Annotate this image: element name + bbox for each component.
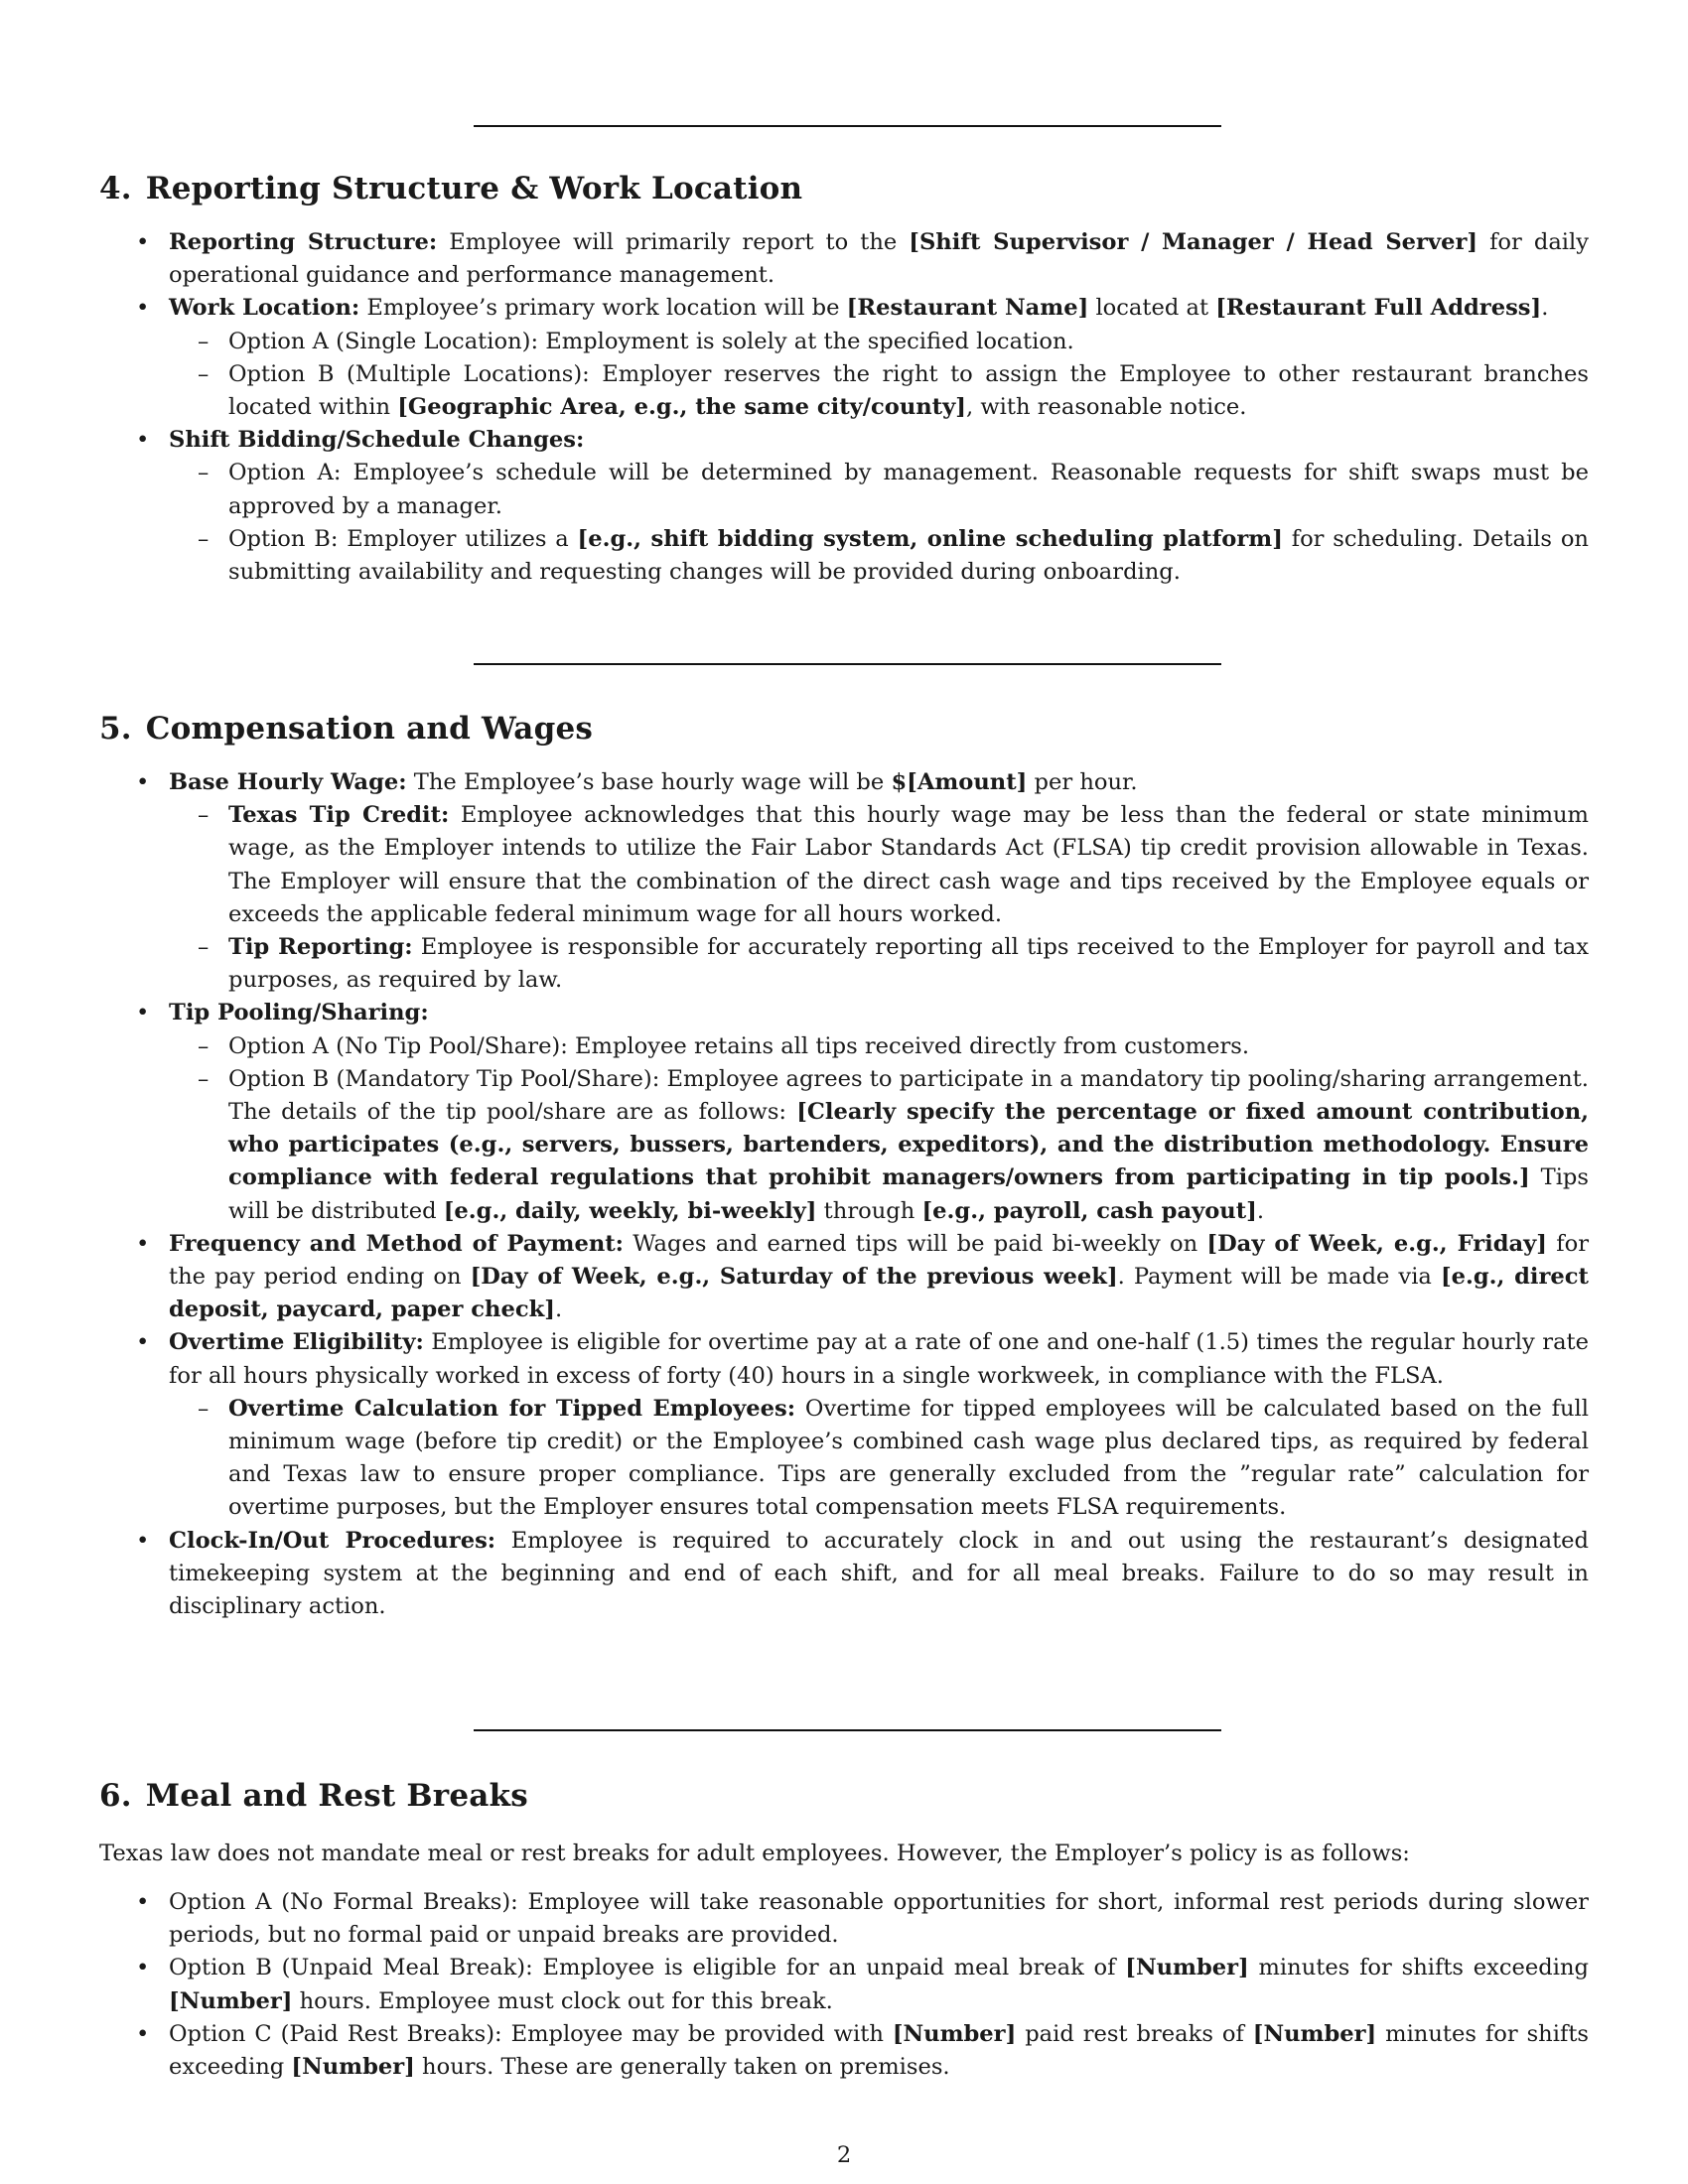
tip-reporting-text: Employee is responsible for accurately reporting all tips received to the Employer for payroll and tax purposes, as required by law.	[228, 934, 1589, 994]
break-c-number-3: [Number]	[291, 2054, 415, 2081]
work-location-text-3: .	[1541, 295, 1549, 322]
reporting-text-2: for daily operational guidance and performance management.	[169, 229, 1589, 289]
break-c-text-2: paid rest breaks of	[1016, 2020, 1253, 2047]
tip-pooling-options	[169, 1030, 1589, 1228]
list-item-reporting-structure	[99, 226, 1589, 292]
break-b-text-2: minutes for shifts exceeding	[1248, 1955, 1589, 1981]
distribution-frequency-placeholder: [e.g., daily, weekly, bi-weekly]	[443, 1197, 817, 1224]
section-5-number: 5.	[99, 711, 132, 747]
payment-method-placeholder: [e.g., direct deposit, paycard, paper check]	[169, 1264, 1589, 1323]
section-5-list	[99, 766, 1589, 1623]
overtime-calc-item	[169, 1393, 1589, 1525]
restaurant-address-placeholder: [Restaurant Full Address]	[1215, 295, 1542, 322]
section-6-heading	[99, 1778, 528, 1814]
tip-option-b-text-2: Tips will be distributed	[228, 1164, 1589, 1224]
work-location-text-2: located at	[1088, 295, 1216, 322]
reporting-text-1: Employee will primarily report to the	[437, 229, 910, 255]
break-c-text-3: minutes for shifts exceeding	[169, 2020, 1589, 2081]
break-b-number-1: [Number]	[1125, 1955, 1249, 1981]
payment-text-1: Wages and earned tips will be paid bi-weekly on	[624, 1230, 1207, 1257]
shift-bidding-option-b	[169, 523, 1589, 589]
geographic-area-placeholder: [Geographic Area, e.g., the same city/county]	[397, 394, 966, 421]
tip-reporting-label: Tip Reporting:	[228, 934, 413, 961]
clock-label: Clock-In/Out Procedures:	[169, 1527, 496, 1554]
break-option-a: • Option A (No Formal Breaks): Employee will take reasonable opportunities for short, informal rest periods during slower periods, but no formal paid or unpaid breaks are provided.	[99, 1886, 1589, 1952]
base-wage-text-2: per hour.	[1027, 769, 1138, 795]
break-b-text-3: hours. Employee must clock out for this break.	[292, 1987, 833, 2014]
tip-credit-text: Employee acknowledges that this hourly wage may be less than the federal or state minimum wage, as the Employer intends to utilize the Fair Labor Standards Act (FLSA) tip credit provision allowable in Texas. The Employer will ensure that the combination of the direct cash wage and tips received by the Employee equals or exceeds the applicable federal minimum wage for all hours worked.	[228, 802, 1589, 927]
tip-option-b-text-3: through	[816, 1197, 922, 1224]
reporting-placeholder: [Shift Supervisor / Manager / Head Server]	[909, 229, 1478, 255]
section-6-list	[99, 1886, 1589, 2084]
break-c-text-1: Option C (Paid Rest Breaks): Employee may be provided with	[169, 2020, 893, 2047]
tip-pooling-label: Tip Pooling/Sharing:	[169, 1000, 429, 1026]
list-item-work-location	[99, 292, 1589, 424]
tip-option-b-text-1: Option B (Mandatory Tip Pool/Share): Employee agrees to participate in a mandatory tip pooling/sharing arrangement. The details of the tip pool/share are as follows:	[228, 1065, 1589, 1126]
section-divider-5-6	[474, 1729, 1221, 1731]
overtime-subitems	[169, 1393, 1589, 1525]
distribution-method-placeholder: [e.g., payroll, cash payout]	[921, 1197, 1257, 1224]
section-divider-top	[474, 125, 1221, 127]
tip-option-b-text-4: .	[1256, 1197, 1265, 1224]
section-6-title: Meal and Rest Breaks	[145, 1778, 528, 1814]
overtime-text: Employee is eligible for overtime pay at a rate of one and one-half (1.5) times the regular hourly rate for all hours physically worked in excess of forty (40) hours in a single workweek, in compliance with the FLSA.	[169, 1329, 1589, 1389]
work-location-text-1: Employee’s primary work location will be	[359, 295, 847, 322]
list-item-overtime	[99, 1326, 1589, 1524]
amount-placeholder: $[Amount]	[891, 769, 1028, 795]
base-wage-subitems	[169, 799, 1589, 997]
shift-bidding-options	[169, 457, 1589, 589]
break-c-number-1: [Number]	[892, 2020, 1017, 2047]
list-item-base-wage	[99, 766, 1589, 997]
page-number: 2	[836, 2142, 852, 2168]
break-c-number-2: [Number]	[1252, 2020, 1377, 2047]
break-b-text-1: Option B (Unpaid Meal Break): Employee is eligible for an unpaid meal break of	[169, 1955, 1126, 1981]
overtime-label: Overtime Eligibility:	[169, 1329, 424, 1356]
break-option-b	[99, 1952, 1589, 2017]
option-b-text-1: Option B (Multiple Locations): Employer reserves the right to assign the Employee to other restaurant branches located within	[228, 360, 1589, 421]
section-6-number: 6.	[99, 1778, 132, 1814]
shift-option-b-text-2: for scheduling. Details on submitting availability and requesting changes will be provided during onboarding.	[228, 525, 1589, 586]
period-end-placeholder: [Day of Week, e.g., Saturday of the previous week]	[470, 1264, 1118, 1291]
list-item-tip-pooling	[99, 997, 1589, 1227]
section-6-intro: Texas law does not mandate meal or rest breaks for adult employees. However, the Employer’s policy is as follows:	[99, 1841, 1410, 1866]
base-wage-text-1: The Employee’s base hourly wage will be	[406, 769, 892, 795]
break-b-number-2: [Number]	[169, 1987, 293, 2014]
payment-text-2: for the pay period ending on	[169, 1230, 1589, 1291]
tip-credit-item	[169, 799, 1589, 931]
tip-pool-details-placeholder: [Clearly specify the percentage or fixed amount contribution, who participates (e.g., servers, bussers, bartenders, expeditors), and the distribution methodology. Ensure compliance with federal regulations that prohibit managers/owners from participating in tip pools.]	[228, 1099, 1589, 1191]
payment-text-3: . Payment will be made via	[1117, 1264, 1441, 1291]
shift-option-b-text-1: Option B: Employer utilizes a	[228, 525, 578, 552]
section-5-title: Compensation and Wages	[145, 711, 594, 747]
tip-reporting-item	[169, 931, 1589, 997]
reporting-structure-label: Reporting Structure:	[169, 229, 438, 255]
section-4-number: 4.	[99, 171, 132, 206]
scheduling-system-placeholder: [e.g., shift bidding system, online scheduling platform]	[577, 525, 1283, 552]
work-location-options	[169, 326, 1589, 425]
base-wage-label: Base Hourly Wage:	[169, 769, 407, 795]
break-option-c	[99, 2018, 1589, 2084]
work-location-option-b	[169, 358, 1589, 424]
section-4-list	[99, 226, 1589, 589]
tip-pooling-option-a: – Option A (No Tip Pool/Share): Employee retains all tips received directly from customers.	[169, 1030, 1589, 1063]
shift-bidding-label: Shift Bidding/Schedule Changes:	[169, 427, 585, 454]
payment-label: Frequency and Method of Payment:	[169, 1230, 625, 1257]
section-5-heading	[99, 711, 593, 747]
shift-bidding-option-a: – Option A: Employee’s schedule will be determined by management. Reasonable requests for shift swaps must be approved by a manager.	[169, 457, 1589, 522]
section-4-heading	[99, 171, 802, 206]
overtime-calc-text: Overtime for tipped employees will be calculated based on the full minimum wage (before tip credit) or the Employee’s combined cash wage plus declared tips, as required by federal and Texas law to ensure proper compliance. Tips are generally excluded from the ”regular rate” calculation for overtime purposes, but the Employer ensures total compensation meets FLSA requirements.	[228, 1395, 1589, 1521]
clock-text: Employee is required to accurately clock in and out using the restaurant’s designated timekeeping system at the beginning and end of each shift, and for all meal breaks. Failure to do so may result in disciplinary action.	[169, 1527, 1589, 1620]
break-c-text-4: hours. These are generally taken on premises.	[414, 2054, 950, 2081]
option-b-text-2: , with reasonable notice.	[965, 394, 1247, 421]
list-item-payment	[99, 1228, 1589, 1327]
pay-day-placeholder: [Day of Week, e.g., Friday]	[1206, 1230, 1547, 1257]
list-item-clock	[99, 1525, 1589, 1624]
document-page	[99, 0, 1589, 2184]
tip-credit-label: Texas Tip Credit:	[228, 802, 450, 829]
list-item-shift-bidding	[99, 424, 1589, 589]
section-divider-4-5	[474, 663, 1221, 665]
restaurant-name-placeholder: [Restaurant Name]	[846, 295, 1089, 322]
overtime-calc-label: Overtime Calculation for Tipped Employees:	[228, 1395, 796, 1422]
tip-pooling-option-b	[169, 1063, 1589, 1228]
section-4-title: Reporting Structure & Work Location	[145, 171, 803, 206]
payment-text-4: .	[554, 1297, 563, 1323]
work-location-label: Work Location:	[169, 295, 360, 322]
work-location-option-a: – Option A (Single Location): Employment is solely at the specified location.	[169, 326, 1589, 358]
